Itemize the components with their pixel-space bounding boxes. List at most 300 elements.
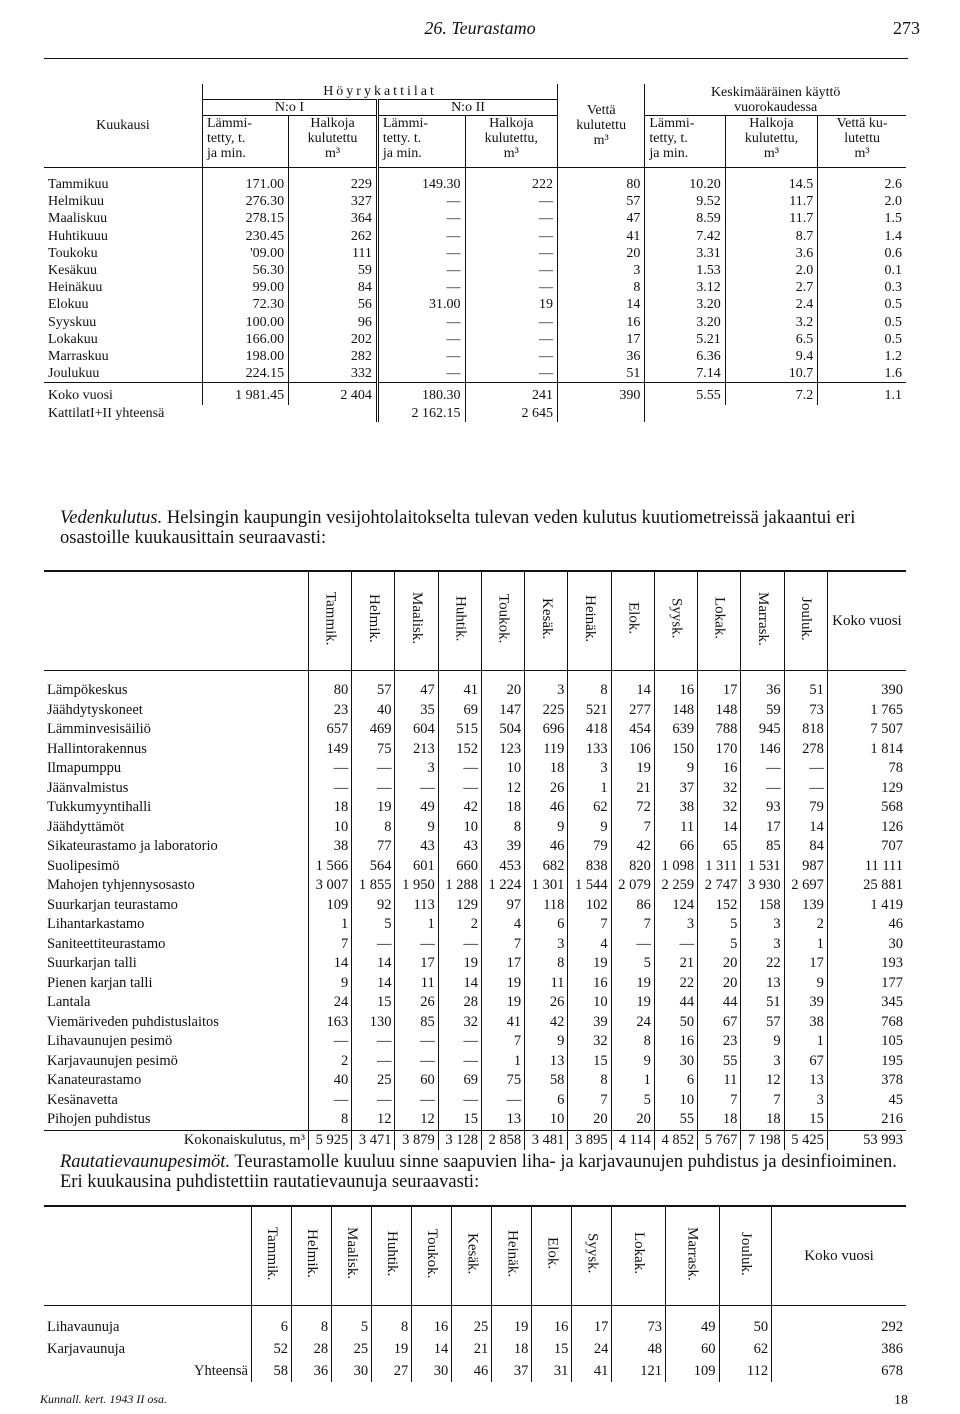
- table-cell: 9: [568, 818, 611, 838]
- table-cell: 1 419: [827, 896, 906, 916]
- table-cell: 13: [481, 1110, 524, 1130]
- table-cell: 195: [827, 1052, 906, 1072]
- total-cell: 109: [665, 1360, 719, 1382]
- table-cell: —: [438, 1032, 481, 1052]
- table-row: [44, 1013, 906, 1033]
- table-cell: 1 301: [525, 876, 568, 896]
- row-label: Jäänvalmistus: [47, 779, 129, 796]
- table-cell: 25: [452, 1306, 492, 1339]
- table-cell: 6: [525, 915, 568, 935]
- table-cell: 1.6: [818, 365, 906, 383]
- row-label: Sikateurastamo ja laboratorio: [47, 838, 218, 854]
- table-cell: 118: [525, 896, 568, 916]
- table-cell: —: [377, 193, 465, 210]
- h-avg-lammi: Lämmi- tetty, t. ja min.: [645, 116, 725, 168]
- table-cell: 378: [827, 1071, 906, 1091]
- table-cell: 119: [525, 740, 568, 760]
- table-cell: 390: [827, 671, 906, 701]
- table-cell: 16: [698, 759, 741, 779]
- table-row: [44, 1071, 906, 1091]
- table-cell: 20: [611, 1110, 654, 1130]
- table-cell: 99.00: [252, 280, 285, 296]
- table-cell: 515: [438, 720, 481, 740]
- table-cell: 11.7: [725, 210, 818, 227]
- table-row: [44, 168, 906, 194]
- table-cell: 19: [611, 993, 654, 1013]
- total-label: Kokonaiskulutus, m³: [44, 1130, 309, 1150]
- table-cell: 59: [289, 262, 378, 279]
- month-header: [698, 571, 741, 671]
- table-cell: 1.4: [818, 228, 906, 245]
- table-cell: 2 079: [611, 876, 654, 896]
- table-cell: 10.20: [645, 168, 725, 194]
- table-cell: 8: [568, 1071, 611, 1091]
- header-rule: [44, 58, 908, 59]
- table-cell: 11.7: [725, 193, 818, 210]
- table-cell: 170: [698, 740, 741, 760]
- total-cell: 36: [292, 1360, 332, 1382]
- table-cell: 32: [568, 1032, 611, 1052]
- total-cell: 30: [332, 1360, 372, 1382]
- table-cell: 146: [741, 740, 784, 760]
- source-note: Kunnall. kert. 1943 II osa.: [40, 1392, 167, 1406]
- table-row: [44, 935, 906, 955]
- table-row: [44, 1052, 906, 1072]
- month-header-label: Syysk.: [668, 598, 685, 639]
- month-header-label: Jouluk.: [798, 596, 815, 641]
- month-header: [741, 571, 784, 671]
- table-cell: 130: [352, 1013, 395, 1033]
- table-cell: 14: [309, 954, 352, 974]
- empty-cell: [725, 405, 818, 422]
- table-cell: 7: [481, 1032, 524, 1052]
- paragraph-text: Helsingin kaupungin vesijohtolaitokselta tulevan veden kulutus kuutiometreissä jakaantui eri osastoille kuukausittain seuraavasti:: [60, 508, 856, 548]
- table-cell: 9: [784, 974, 827, 994]
- month-header: [332, 1206, 372, 1306]
- table-cell: 564: [352, 857, 395, 877]
- row-label: Pienen karjan talli: [47, 974, 153, 991]
- table-cell: 46: [525, 837, 568, 857]
- table-cell: 24: [611, 1013, 654, 1033]
- table-cell: 35: [395, 701, 438, 721]
- table-row: [44, 262, 906, 279]
- table-cell: 202: [289, 331, 378, 348]
- table-cell: 113: [395, 896, 438, 916]
- table-cell: 42: [438, 798, 481, 818]
- table-cell: 14: [784, 818, 827, 838]
- table-cell: 9.52: [645, 193, 725, 210]
- table-cell: 126: [827, 818, 906, 838]
- table-row: [44, 1338, 906, 1360]
- month-header-label: Kesäk.: [464, 1232, 481, 1275]
- total-cell: 3 879: [395, 1130, 438, 1150]
- table-cell: 158: [741, 896, 784, 916]
- table-cell: 3 007: [309, 876, 352, 896]
- page-header: [40, 18, 920, 48]
- table-cell: 166.00: [245, 331, 285, 347]
- table-cell: 3.2: [725, 314, 818, 331]
- table-cell: —: [741, 759, 784, 779]
- table-cell: —: [465, 228, 558, 245]
- table-cell: 262: [289, 228, 378, 245]
- kattilat-lammi: 2 162.15: [377, 405, 465, 422]
- table-cell: —: [377, 314, 465, 331]
- table-cell: 40: [309, 1071, 352, 1091]
- table-cell: 224.15: [245, 366, 285, 382]
- month-header-label: Lokak.: [631, 1232, 648, 1275]
- table-cell: 46: [827, 915, 906, 935]
- table-cell: 3.6: [725, 245, 818, 262]
- table-cell: 12: [395, 1110, 438, 1130]
- table-cell: 1 855: [352, 876, 395, 896]
- total-cell: 2 858: [481, 1130, 524, 1150]
- table-cell: 1 531: [741, 857, 784, 877]
- col-kuukausi: Kuukausi: [44, 84, 203, 168]
- table-cell: 10: [654, 1091, 697, 1111]
- table-cell: 3: [395, 759, 438, 779]
- table-cell: 332: [289, 365, 378, 383]
- table-cell: 838: [568, 857, 611, 877]
- table-cell: —: [465, 193, 558, 210]
- table-cell: 12: [741, 1071, 784, 1091]
- table-cell: 31.00: [377, 296, 465, 313]
- table-cell: 28: [438, 993, 481, 1013]
- month-header-label: Heinäk.: [582, 594, 599, 643]
- table-cell: 818: [784, 720, 827, 740]
- h-avg-halkoja: Halkoja kulutettu, m³: [725, 116, 818, 168]
- table-cell: 604: [395, 720, 438, 740]
- table-cell: 57: [558, 193, 645, 210]
- table-cell: 28: [292, 1338, 332, 1360]
- table-cell: 639: [654, 720, 697, 740]
- row-label: Mahojen tyhjennysosasto: [47, 877, 195, 893]
- table-cell: 44: [654, 993, 697, 1013]
- table-cell: 8: [372, 1306, 412, 1339]
- table-cell: 56: [289, 296, 378, 313]
- total-cell: 27: [372, 1360, 412, 1382]
- table-cell: 56.30: [252, 263, 285, 279]
- table-cell: 36: [741, 671, 784, 701]
- table-cell: 18: [309, 798, 352, 818]
- table-cell: 8: [292, 1306, 332, 1339]
- table-cell: 1.2: [818, 348, 906, 365]
- table-cell: 364: [289, 210, 378, 227]
- table-cell: 788: [698, 720, 741, 740]
- table-cell: 18: [481, 798, 524, 818]
- table-cell: 5: [352, 915, 395, 935]
- total-row: [44, 1130, 906, 1150]
- table-cell: 38: [784, 1013, 827, 1033]
- table-cell: 85: [395, 1013, 438, 1033]
- table-cell: —: [377, 245, 465, 262]
- table-cell: 60: [395, 1071, 438, 1091]
- total-cell: 3 895: [568, 1130, 611, 1150]
- month-label: Heinäkuu: [44, 279, 203, 296]
- table-cell: —: [784, 779, 827, 799]
- table-cell: 229: [289, 168, 378, 194]
- table-cell: 23: [698, 1032, 741, 1052]
- table-cell: 277: [611, 701, 654, 721]
- table-cell: 1 544: [568, 876, 611, 896]
- table-cell: —: [377, 262, 465, 279]
- table-cell: —: [465, 210, 558, 227]
- table-cell: 14: [352, 974, 395, 994]
- total-cell: 3 128: [438, 1130, 481, 1150]
- table-cell: 26: [525, 993, 568, 1013]
- table-cell: 129: [827, 779, 906, 799]
- table-cell: 51: [741, 993, 784, 1013]
- table-cell: 2 697: [784, 876, 827, 896]
- table-cell: 72.30: [252, 297, 285, 313]
- table-cell: 222: [465, 168, 558, 194]
- table-row: [44, 210, 906, 227]
- table-cell: —: [465, 262, 558, 279]
- table-cell: —: [309, 1032, 352, 1052]
- h-halkoja1: Halkoja kulutettu m³: [289, 116, 378, 168]
- table-cell: 8: [309, 1110, 352, 1130]
- table-cell: 96: [289, 314, 378, 331]
- table-cell: 42: [611, 837, 654, 857]
- table-cell: 2.0: [818, 193, 906, 210]
- row-label: Jäähdytyskoneet: [47, 701, 143, 718]
- table-cell: —: [352, 1052, 395, 1072]
- month-header-label: Tammik.: [322, 591, 339, 646]
- table-row: [44, 1091, 906, 1111]
- header-blank: [44, 1206, 252, 1306]
- table-cell: 13: [525, 1052, 568, 1072]
- table-cell: —: [438, 1091, 481, 1111]
- total-cell: 180.30: [377, 383, 465, 405]
- table-cell: 6: [654, 1071, 697, 1091]
- table-cell: 80: [309, 671, 352, 701]
- month-header: [665, 1206, 719, 1306]
- table-cell: 14: [558, 296, 645, 313]
- table-cell: 469: [352, 720, 395, 740]
- table-cell: 12: [481, 779, 524, 799]
- table-cell: 0.5: [818, 296, 906, 313]
- table-cell: 17: [784, 954, 827, 974]
- table-cell: 2: [784, 915, 827, 935]
- table-cell: 149: [309, 740, 352, 760]
- table-cell: 67: [784, 1052, 827, 1072]
- table-cell: 41: [438, 671, 481, 701]
- row-label: Kanateurastamo: [47, 1072, 142, 1088]
- table-row: [44, 193, 906, 210]
- table-cell: —: [465, 348, 558, 365]
- row-label: Hallintorakennus: [47, 740, 147, 757]
- month-label: Joulukuu: [44, 365, 203, 383]
- row-label: Lihavaunujen pesimö: [47, 1033, 173, 1049]
- table-cell: 9: [654, 759, 697, 779]
- table-cell: 5.21: [645, 331, 725, 348]
- month-header-label: Huhtik.: [452, 595, 469, 642]
- table-cell: 13: [784, 1071, 827, 1091]
- row-label: Lantala: [47, 994, 91, 1010]
- table-cell: 16: [654, 671, 697, 701]
- table-cell: —: [352, 759, 395, 779]
- table-cell: 3.12: [645, 279, 725, 296]
- group-avg: Keskimääräinen käyttö vuorokaudessa: [645, 84, 906, 116]
- table-cell: 92: [352, 896, 395, 916]
- table-cell: 345: [827, 993, 906, 1013]
- table-cell: 3: [568, 759, 611, 779]
- table-cell: 43: [438, 837, 481, 857]
- table-cell: 79: [784, 798, 827, 818]
- table-cell: 707: [827, 837, 906, 857]
- header-blank: [44, 571, 309, 671]
- table-cell: 9: [611, 1052, 654, 1072]
- table-row: [44, 245, 906, 262]
- table-cell: 69: [438, 701, 481, 721]
- table-cell: 4: [481, 915, 524, 935]
- table-row: [44, 954, 906, 974]
- table-cell: 79: [568, 837, 611, 857]
- table-cell: 22: [654, 974, 697, 994]
- table-cell: 37: [654, 779, 697, 799]
- table-cell: 55: [654, 1110, 697, 1130]
- row-label: Lämpökeskus: [47, 682, 128, 698]
- table-cell: 41: [481, 1013, 524, 1033]
- group-no1: N:o I: [203, 100, 378, 116]
- table-cell: 32: [698, 798, 741, 818]
- table-cell: 19: [438, 954, 481, 974]
- month-header: [572, 1206, 612, 1306]
- month-header: [492, 1206, 532, 1306]
- table-cell: 41: [558, 228, 645, 245]
- table-cell: 696: [525, 720, 568, 740]
- table-cell: 18: [741, 1110, 784, 1130]
- table-row: [44, 1110, 906, 1130]
- table-cell: 3: [525, 671, 568, 701]
- table-cell: 11: [698, 1071, 741, 1091]
- table-row: [44, 974, 906, 994]
- table-row: [44, 779, 906, 799]
- table-cell: 9: [395, 818, 438, 838]
- table-cell: 69: [438, 1071, 481, 1091]
- table-cell: —: [377, 279, 465, 296]
- table-cell: 14: [412, 1338, 452, 1360]
- table-cell: 2 259: [654, 876, 697, 896]
- table-cell: 1 950: [395, 876, 438, 896]
- table-row: [44, 228, 906, 245]
- row-label: Lihavaunuja: [47, 1319, 120, 1335]
- total-cell: 7.2: [725, 383, 818, 405]
- table-cell: 163: [309, 1013, 352, 1033]
- total-cell: 5 925: [309, 1130, 352, 1150]
- table-cell: 15: [532, 1338, 572, 1360]
- row-label: Jäähdyttämöt: [47, 818, 125, 835]
- table-cell: —: [654, 935, 697, 955]
- total-cell: 1.1: [818, 383, 906, 405]
- table-cell: 7.42: [645, 228, 725, 245]
- month-header: [452, 1206, 492, 1306]
- table-cell: 20: [698, 954, 741, 974]
- table-cell: —: [377, 210, 465, 227]
- table-cell: 19: [481, 993, 524, 1013]
- month-header: [612, 1206, 666, 1306]
- table-cell: —: [465, 245, 558, 262]
- table-cell: —: [309, 759, 352, 779]
- table-cell: 1: [784, 935, 827, 955]
- table-cell: 16: [532, 1306, 572, 1339]
- table-cell: 10: [481, 759, 524, 779]
- table-cell: 278: [784, 740, 827, 760]
- total-label: Koko vuosi: [44, 383, 203, 405]
- month-label: Tammikuu: [44, 168, 203, 194]
- table-cell: 5: [611, 1091, 654, 1111]
- total-cell: 46: [452, 1360, 492, 1382]
- month-label: Huhtikuuu: [44, 228, 203, 245]
- total-cell: 4 114: [611, 1130, 654, 1150]
- table-cell: 19: [481, 974, 524, 994]
- table-cell: 230.45: [245, 228, 285, 244]
- table-cell: 109: [309, 896, 352, 916]
- month-header: [784, 571, 827, 671]
- table-cell: '09.00: [250, 245, 285, 261]
- table-cell: —: [377, 348, 465, 365]
- table-cell: 66: [654, 837, 697, 857]
- table-cell: —: [465, 279, 558, 296]
- table-cell: —: [438, 935, 481, 955]
- table-cell: —: [438, 779, 481, 799]
- table-cell: 3: [741, 915, 784, 935]
- table-cell: 7: [741, 1091, 784, 1111]
- empty-cell: [558, 405, 645, 422]
- table-cell: 278.15: [245, 211, 285, 227]
- table-cell: 139: [784, 896, 827, 916]
- table-cell: 106: [611, 740, 654, 760]
- table-row: [44, 296, 906, 313]
- table-cell: 454: [611, 720, 654, 740]
- table-cell: 292: [772, 1306, 906, 1339]
- table-cell: 14.5: [725, 168, 818, 194]
- table-cell: 25: [352, 1071, 395, 1091]
- table-cell: 24: [309, 993, 352, 1013]
- table-cell: 2: [438, 915, 481, 935]
- table-cell: 213: [395, 740, 438, 760]
- table-cell: 7: [309, 935, 352, 955]
- month-header: [525, 571, 568, 671]
- table-cell: —: [377, 331, 465, 348]
- table-cell: 17: [481, 954, 524, 974]
- total-cell: 5.55: [645, 383, 725, 405]
- table-row: [44, 857, 906, 877]
- koko-vuosi-header: Koko vuosi: [827, 571, 906, 671]
- table-cell: —: [352, 1091, 395, 1111]
- total-row: [44, 383, 906, 405]
- table-cell: 386: [772, 1338, 906, 1360]
- table-cell: 3: [654, 915, 697, 935]
- table-cell: 11 111: [827, 857, 906, 877]
- table-cell: 10: [525, 1110, 568, 1130]
- table-cell: 50: [654, 1013, 697, 1033]
- table-cell: 820: [611, 857, 654, 877]
- table-cell: 9: [525, 818, 568, 838]
- table-cell: 1.5: [818, 210, 906, 227]
- total-cell: 112: [719, 1360, 772, 1382]
- table-cell: 6.5: [725, 331, 818, 348]
- total-cell: 4 852: [654, 1130, 697, 1150]
- table-cell: 73: [612, 1306, 666, 1339]
- table-cell: 276.30: [245, 194, 285, 210]
- month-label: Elokuu: [44, 296, 203, 313]
- table-cell: 9: [309, 974, 352, 994]
- table-cell: 5: [698, 915, 741, 935]
- table-cell: 133: [568, 740, 611, 760]
- row-label: Karjavaunujen pesimö: [47, 1052, 178, 1069]
- h-lammi1: Lämmi- tetty, t. ja min.: [203, 116, 289, 168]
- table-cell: 67: [698, 1013, 741, 1033]
